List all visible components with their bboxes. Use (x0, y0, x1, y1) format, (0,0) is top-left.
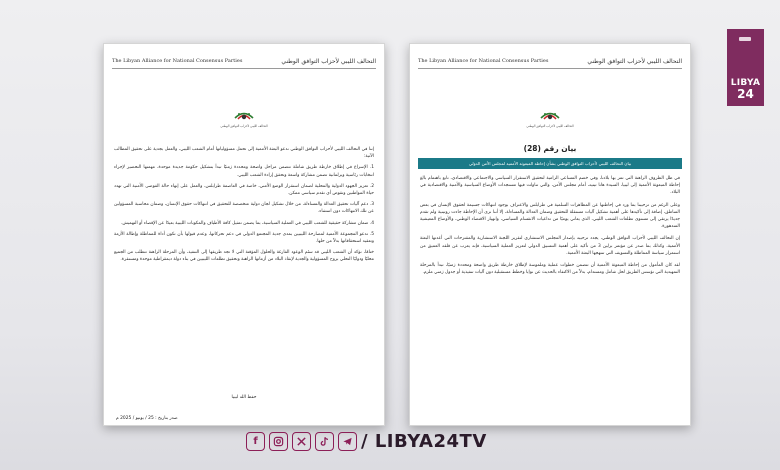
paragraph: 3. دعم آليات تحقيق العدالة والمساءلة، من خلال تشكيل لجان دولية متخصصة للتحقيق في انتهاكات حقوق الإنسان، وضمان محاسبة المسؤولين عن تلك الانتهاكات دون استثناء. (114, 202, 374, 215)
statement-page-2 (103, 43, 385, 426)
brand-number: 24 (737, 87, 754, 101)
letterhead-rule (112, 68, 376, 69)
paragraph: 5. تدعو المجموعة الأممية لمصارحة الليبيين بمدى جدية المجتمع الدولي في دعم تحركاتها، وعدم قبولها بأن تكون أداة للمماطلة وإطالة الأزمة وتعقيد استحقاقاتها بدلاً من حلها. (114, 231, 374, 245)
statement-body (420, 175, 680, 281)
paragraph: في ظل الظروف الراهنة التي تمر بها بلادنا، وفي خضم المساعي الرامية لتحقيق الاستقرار السياسي والاجتماعي والاقتصادي، تابع باهتمام بالغ إحاطة المبعوثة الأممية إلى ليبيا، السيدة هانا تيتيه، أمام مجلس الأمن، والتي تناولت فيها مستجدات الأوضاع السياسية والأمنية والاقتصادية في البلاد. (420, 176, 680, 196)
signoff: حفظ الله ليبيا (231, 395, 257, 400)
letterhead-arabic: التحالف الليبي لأحزاب التوافق الوطني (587, 57, 682, 65)
libya24-logo (727, 29, 764, 106)
letterhead-arabic: التحالف الليبي لأحزاب التوافق الوطني (281, 57, 376, 65)
instagram-icon[interactable] (269, 432, 288, 451)
logo-caption: التحالف الليبي لأحزاب التوافق الوطني (526, 124, 574, 128)
paragraph: إن التحالف الليبي لأحزاب التوافق الوطني، يجدد ترحيبه بإصدار المجلس الاستشاري لتقرير اللجنة الاستشارية والمقترحات التي أعدتها البعثة الأممية، وكذلك بما صدر عن مؤتمر برلين 3 من تأكيد على أهمية التنسيق الدولي لتعزيز العملية السياسية، فإنه يعرب عن قلقه العميق من استمرار سياسة المماطلة والتسويف التي تنتهجها البعثة الأممية. (420, 236, 681, 256)
alliance-logo-icon (233, 108, 255, 122)
letterhead-english: The Libyan Alliance for National Consensus Parties (418, 58, 549, 64)
paragraph: ختامًا، نؤكد أن الشعب الليبي قد سئم الوعود الفارغة والحلول المؤقتة التي لا تجد طريقها إلى التنفيذ، وأن المرحلة الراهنة تتطلب من الجميع محليًا ودوليًا التحلي بروح المسؤولية والجدية لإنقاذ البلاد من أزماتها الراهنة وتحقيق تطلعات الليبيين في بناء دولة ديمقراطية موحدة ومستقرة. (114, 250, 374, 263)
letterhead-english: The Libyan Alliance for National Consensus Parties (112, 58, 243, 64)
paragraph: 4. ضمان مشاركة حقيقية للشعب الليبي في العملية السياسية، بما يضمن تمثيل كافة الأطياف والمكونات الليبية بعيدًا عن الإقصاء أو التهميش. (120, 220, 374, 226)
paragraph: وعلى الرغم من ترحيبنا بما ورد في إحاطتها عن المظاهرات السلمية في طرابلس والاعتراف بوجود انتهاكات جسيمة لحقوق الإنسان في بعض المناطق، إضافة إلى تأكيدها على أهمية تشكيل آليات مستقلة للتحقيق وضمان العدالة والمساءلة، إلا أننا نرى أن الإحاطة جاءت روتينية ولم تقدم جديدًا يرتقي إلى مستوى تطلعات الشعب الليبي، الذي يعاني يوميًا من تداعيات الانقسام السياسي، وانهيار الاقتصاد الوطني، والأوضاع المعيشية المتدهورة. (420, 202, 680, 230)
statement-subject: بيان التحالف الليبي لأحزاب التوافق الوطني بشأن إحاطة المبعوثة الأممية لمجلس الأمن الدولي (418, 158, 682, 169)
x-icon[interactable] (292, 432, 311, 451)
channel-handle: / LIBYA24TV (361, 430, 487, 452)
statement-body (114, 146, 374, 268)
issue-date: صدر بتاريخ : 25 / يونيو / 2025 م (116, 416, 178, 421)
telegram-icon[interactable] (338, 432, 357, 451)
logo-caption: التحالف الليبي لأحزاب التوافق الوطني (220, 124, 268, 128)
badge-top-panel (727, 29, 764, 73)
facebook-icon[interactable]: f (246, 432, 265, 451)
badge-bottom-panel (727, 73, 764, 106)
letterhead-rule (418, 68, 682, 69)
tiktok-icon[interactable] (315, 432, 334, 451)
letterhead (418, 55, 682, 67)
paragraph: 2. تعزيز الجهود الدولية والمحلية لضمان استقرار الوضع الأمني، خاصة في العاصمة طرابلس، والعمل على إنهاء حالة الفوضى الأمنية التي تهدد حياة المواطنين وتقوض أي تقدم سياسي ممكن. (114, 183, 374, 197)
social-bar (246, 430, 487, 452)
statement-page-1 (409, 43, 691, 426)
alliance-logo-icon (539, 108, 561, 122)
paragraph: إننا في التحالف الليبي لأحزاب التوافق الوطني ندعو البعثة الأممية إلى تحمل مسؤولياتها أمام الشعب الليبي، والعمل بجدية على تحقيق المطالب الآتية: (114, 147, 374, 160)
brand-name: LIBYA (730, 78, 761, 88)
paragraph: لقد كان المأمول من إحاطة المبعوثة الأممية أن تتضمن خطوات عملية وملموسة لإطلاق خارطة طريق واضحة ومحددة زمنيًا، تبدأ بالمرحلة التمهيدية التي تؤسس الطريق لحل شامل ومستدام، بدلاً من الاكتفاء بالحديث عن نوايا وخطط مستقبلية دون آليات تنفيذية أو جدول زمني ملزم. (420, 263, 680, 276)
letterhead (112, 55, 376, 67)
statement-title: بيان رقم (28) (523, 144, 577, 153)
paragraph: 1. الإسراع في إطلاق خارطة طريق شاملة تتضمن مراحل واضحة ومحددة زمنيًا تبدأ بتشكيل حكومة جديدة موحدة، مهمتها التحضير لإجراء انتخابات رئاسية وبرلمانية تضمن مشاركة واسعة وتحقق إرادة الشعب الليبي. (114, 165, 374, 178)
